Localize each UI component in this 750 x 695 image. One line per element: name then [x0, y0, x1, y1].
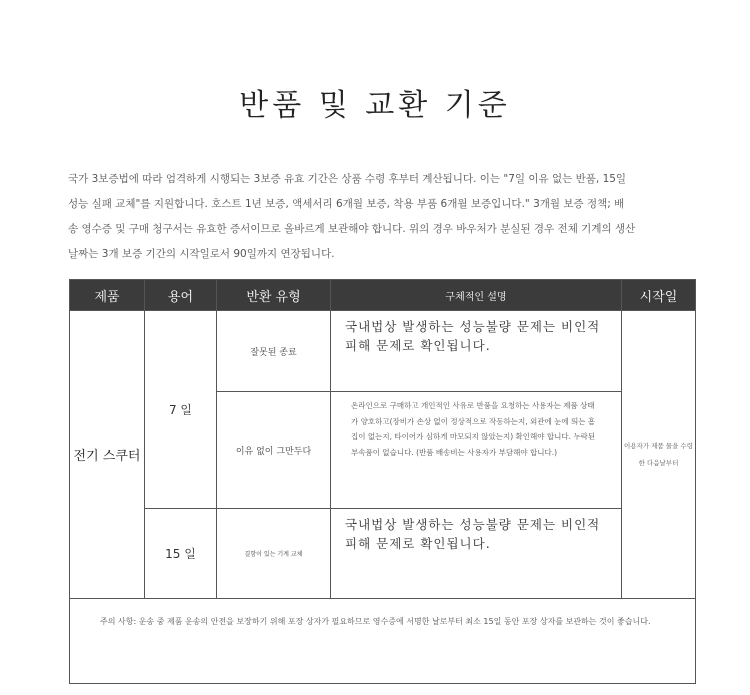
description-cell: 국내법상 발생하는 성능불량 문제는 비인적 피해 문제로 확인됩니다.: [331, 509, 622, 599]
type-defect-replace: 결함이 있는 기계 교체: [217, 509, 331, 599]
table-row: [70, 311, 696, 392]
intro-paragraph: [68, 167, 690, 267]
table-row: [70, 599, 696, 684]
header-start-date: 시작일: [622, 280, 696, 311]
type-no-reason: 이유 없이 그만두다: [217, 392, 331, 509]
header-term: 용어: [145, 280, 217, 311]
page-title: 반품 및 교환 기준: [239, 88, 511, 123]
type-wrong-shutdown: 잘못된 종료: [217, 311, 331, 392]
table-row: [70, 509, 696, 599]
intro-line: 날짜는 3개 보증 기간의 시작일로서 90일까지 연장됩니다.: [68, 248, 335, 260]
intro-line: 성능 실패 교체"를 지원합니다. 호스트 1년 보증, 액세서리 6개월 보증, 착용 부품 6개월 보증입니다." 3개월 보증 정책; 배: [68, 198, 625, 210]
header-description: 구체적인 설명: [331, 280, 622, 311]
term-15-cell: 15 일: [145, 509, 217, 599]
product-cell: 전기 스쿠터: [70, 311, 145, 599]
header-product: 제품: [70, 280, 145, 311]
table-header-row: [70, 280, 696, 311]
return-policy-table: [69, 279, 696, 684]
term-7-cell: 7 일: [145, 311, 217, 509]
start-date-cell: 이용자가 제품 물을 수령한 다음날부터: [622, 311, 696, 599]
description-cell: 온라인으로 구매하고 개인적인 사유로 반품을 요청하는 사용자는 제품 상태가 양호하고(장비가 손상 없이 정상적으로 작동하는지, 외관에 눈에 띄는 흠집이 없는지, 타이어가 심하게 마모되지 않았는지) 확인해야 합니다. 누락된 부속품이 없습니다. (반품 배송비는 사용자가 부담해야 합니다.): [331, 392, 622, 509]
note-cell: 주의 사항: 운송 중 제품 운송의 안전을 보장하기 위해 포장 상자가 필요하므로 영수증에 서명한 날로부터 최소 15일 동안 포장 상자를 보관하는 것이 좋습니다.: [70, 599, 696, 684]
intro-line: 송 영수증 및 구매 청구서는 유효한 증서이므로 올바르게 보관해야 합니다. 위의 경우 바우처가 분실된 경우 전체 기계의 생산: [68, 223, 636, 235]
intro-line: 국가 3보증법에 따라 엄격하게 시행되는 3보증 유효 기간은 상품 수령 후부터 계산됩니다. 이는 "7일 이유 없는 반품, 15일: [68, 173, 627, 185]
header-return-type: 반환 유형: [217, 280, 331, 311]
description-cell: 국내법상 발생하는 성능불량 문제는 비인적 피해 문제로 확인됩니다.: [331, 311, 622, 392]
